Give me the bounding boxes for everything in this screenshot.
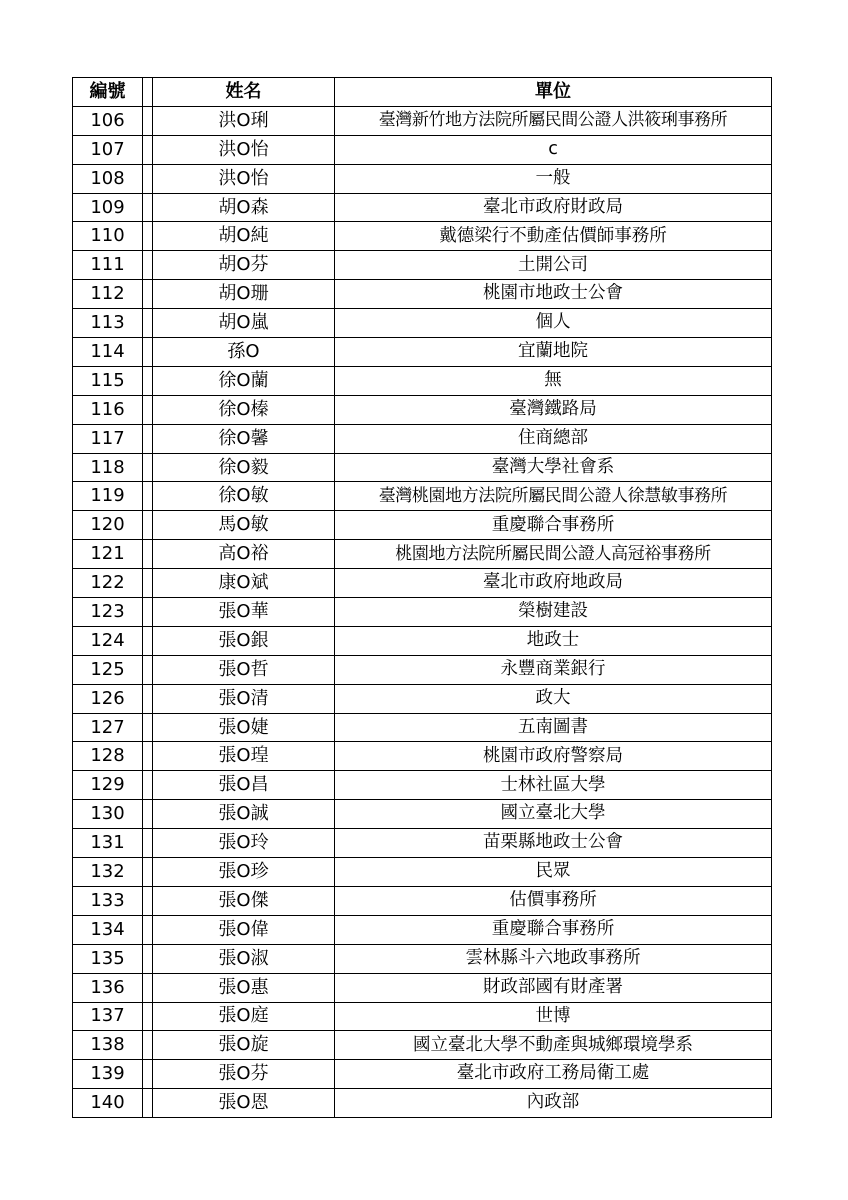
row-unit: 估價事務所 (335, 886, 772, 915)
row-name: 胡O珊 (153, 280, 335, 309)
row-number: 122 (73, 569, 143, 598)
header-number: 編號 (73, 78, 143, 107)
table-row (73, 482, 772, 511)
table-row (73, 800, 772, 829)
row-name: 張O瑝 (153, 742, 335, 771)
row-unit: 重慶聯合事務所 (335, 511, 772, 540)
row-unit: 財政部國有財產署 (335, 973, 772, 1002)
row-name: 張O偉 (153, 915, 335, 944)
row-spacer (143, 886, 153, 915)
row-spacer (143, 1060, 153, 1089)
table-row (73, 569, 772, 598)
row-number: 121 (73, 540, 143, 569)
attendee-table (72, 77, 772, 1118)
row-number: 128 (73, 742, 143, 771)
table-row (73, 309, 772, 338)
row-name: 張O華 (153, 598, 335, 627)
row-name: 張O恩 (153, 1089, 335, 1118)
row-spacer (143, 944, 153, 973)
table-row (73, 424, 772, 453)
row-number: 107 (73, 135, 143, 164)
row-number: 133 (73, 886, 143, 915)
row-number: 120 (73, 511, 143, 540)
table-row (73, 366, 772, 395)
table-row (73, 598, 772, 627)
row-spacer (143, 713, 153, 742)
row-number: 136 (73, 973, 143, 1002)
row-name: 洪O琍 (153, 106, 335, 135)
row-name: 張O淑 (153, 944, 335, 973)
row-number: 116 (73, 395, 143, 424)
row-number: 125 (73, 655, 143, 684)
row-name: 張O銀 (153, 626, 335, 655)
table-row (73, 655, 772, 684)
table-row (73, 511, 772, 540)
row-unit: 五南圖書 (335, 713, 772, 742)
row-unit: 臺灣鐵路局 (335, 395, 772, 424)
row-spacer (143, 366, 153, 395)
row-name: 高O裕 (153, 540, 335, 569)
table-row (73, 1031, 772, 1060)
row-name: 胡O森 (153, 193, 335, 222)
row-name: 張O珍 (153, 858, 335, 887)
row-number: 117 (73, 424, 143, 453)
table-row (73, 222, 772, 251)
row-unit: 榮樹建設 (335, 598, 772, 627)
table-row (73, 742, 772, 771)
row-spacer (143, 858, 153, 887)
row-spacer (143, 453, 153, 482)
row-name: 洪O怡 (153, 135, 335, 164)
row-name: 徐O榛 (153, 395, 335, 424)
row-spacer (143, 598, 153, 627)
row-spacer (143, 395, 153, 424)
row-unit: 士林社區大學 (335, 771, 772, 800)
table-row (73, 626, 772, 655)
table-header (73, 78, 772, 107)
row-unit: 桃園市地政士公會 (335, 280, 772, 309)
row-spacer (143, 829, 153, 858)
row-name: 胡O芬 (153, 251, 335, 280)
table-row (73, 886, 772, 915)
row-spacer (143, 1089, 153, 1118)
row-number: 130 (73, 800, 143, 829)
table-row (73, 1060, 772, 1089)
row-unit: 內政部 (335, 1089, 772, 1118)
row-number: 113 (73, 309, 143, 338)
header-row (73, 78, 772, 107)
row-number: 137 (73, 1002, 143, 1031)
table-row (73, 540, 772, 569)
row-spacer (143, 106, 153, 135)
row-spacer (143, 800, 153, 829)
row-unit: 國立臺北大學不動產與城鄉環境學系 (335, 1031, 772, 1060)
row-number: 134 (73, 915, 143, 944)
row-name: 張O婕 (153, 713, 335, 742)
row-number: 126 (73, 684, 143, 713)
row-unit: 無 (335, 366, 772, 395)
table-row (73, 1089, 772, 1118)
row-unit: 臺北市政府財政局 (335, 193, 772, 222)
table-row (73, 251, 772, 280)
row-name: 張O玲 (153, 829, 335, 858)
header-unit: 單位 (335, 78, 772, 107)
row-unit: 政大 (335, 684, 772, 713)
row-name: 張O旋 (153, 1031, 335, 1060)
row-name: 徐O蘭 (153, 366, 335, 395)
row-unit: 世博 (335, 1002, 772, 1031)
row-spacer (143, 135, 153, 164)
row-unit: 土開公司 (335, 251, 772, 280)
row-number: 135 (73, 944, 143, 973)
header-spacer (143, 78, 153, 107)
row-spacer (143, 164, 153, 193)
row-spacer (143, 222, 153, 251)
table-row (73, 164, 772, 193)
row-spacer (143, 742, 153, 771)
row-unit: 桃園市政府警察局 (335, 742, 772, 771)
table-row (73, 713, 772, 742)
row-spacer (143, 338, 153, 367)
row-unit: 臺北市政府地政局 (335, 569, 772, 598)
row-unit: 永豐商業銀行 (335, 655, 772, 684)
row-spacer (143, 540, 153, 569)
row-unit: 雲林縣斗六地政事務所 (335, 944, 772, 973)
row-number: 127 (73, 713, 143, 742)
row-name: 張O清 (153, 684, 335, 713)
row-spacer (143, 309, 153, 338)
row-name: 徐O敏 (153, 482, 335, 511)
row-name: 張O哲 (153, 655, 335, 684)
row-name: 康O斌 (153, 569, 335, 598)
row-number: 139 (73, 1060, 143, 1089)
table-row (73, 338, 772, 367)
row-name: 胡O純 (153, 222, 335, 251)
row-number: 123 (73, 598, 143, 627)
row-spacer (143, 280, 153, 309)
row-number: 124 (73, 626, 143, 655)
table-row (73, 829, 772, 858)
row-number: 118 (73, 453, 143, 482)
row-number: 129 (73, 771, 143, 800)
row-number: 110 (73, 222, 143, 251)
row-spacer (143, 193, 153, 222)
table-row (73, 771, 772, 800)
table-row (73, 944, 772, 973)
table-row (73, 193, 772, 222)
row-unit: 臺灣新竹地方法院所屬民間公證人洪筱琍事務所 (335, 106, 772, 135)
table-row (73, 1002, 772, 1031)
row-spacer (143, 915, 153, 944)
row-unit: 一般 (335, 164, 772, 193)
row-unit: 臺北市政府工務局衛工處 (335, 1060, 772, 1089)
header-name: 姓名 (153, 78, 335, 107)
row-name: 胡O嵐 (153, 309, 335, 338)
table-row (73, 915, 772, 944)
row-unit: 宜蘭地院 (335, 338, 772, 367)
row-name: 張O誠 (153, 800, 335, 829)
row-name: 徐O馨 (153, 424, 335, 453)
table-row (73, 135, 772, 164)
row-name: 徐O毅 (153, 453, 335, 482)
row-number: 114 (73, 338, 143, 367)
row-number: 119 (73, 482, 143, 511)
row-name: 張O庭 (153, 1002, 335, 1031)
row-spacer (143, 626, 153, 655)
row-unit: 重慶聯合事務所 (335, 915, 772, 944)
table-row (73, 453, 772, 482)
row-number: 106 (73, 106, 143, 135)
table-row (73, 684, 772, 713)
row-spacer (143, 569, 153, 598)
row-name: 張O惠 (153, 973, 335, 1002)
table-row (73, 973, 772, 1002)
row-unit: 臺灣桃園地方法院所屬民間公證人徐慧敏事務所 (335, 482, 772, 511)
row-unit: 地政士 (335, 626, 772, 655)
row-number: 115 (73, 366, 143, 395)
row-unit: 桃園地方法院所屬民間公證人高冠裕事務所 (335, 540, 772, 569)
row-name: 張O昌 (153, 771, 335, 800)
row-number: 112 (73, 280, 143, 309)
row-number: 138 (73, 1031, 143, 1060)
row-spacer (143, 1002, 153, 1031)
row-name: 張O芬 (153, 1060, 335, 1089)
row-spacer (143, 655, 153, 684)
row-name: 張O傑 (153, 886, 335, 915)
row-spacer (143, 973, 153, 1002)
row-spacer (143, 771, 153, 800)
row-name: 馬O敏 (153, 511, 335, 540)
table-row (73, 280, 772, 309)
row-spacer (143, 511, 153, 540)
table-row (73, 858, 772, 887)
row-number: 108 (73, 164, 143, 193)
row-spacer (143, 482, 153, 511)
row-spacer (143, 251, 153, 280)
table-body (73, 106, 772, 1117)
row-unit: 苗栗縣地政士公會 (335, 829, 772, 858)
row-unit: 個人 (335, 309, 772, 338)
row-number: 111 (73, 251, 143, 280)
row-number: 109 (73, 193, 143, 222)
row-spacer (143, 424, 153, 453)
row-name: 洪O怡 (153, 164, 335, 193)
row-name: 孫O (153, 338, 335, 367)
row-unit: 住商總部 (335, 424, 772, 453)
row-spacer (143, 684, 153, 713)
row-number: 140 (73, 1089, 143, 1118)
row-unit: c (335, 135, 772, 164)
row-unit: 戴德梁行不動產估價師事務所 (335, 222, 772, 251)
row-number: 132 (73, 858, 143, 887)
table-row (73, 395, 772, 424)
table-row (73, 106, 772, 135)
row-number: 131 (73, 829, 143, 858)
row-unit: 臺灣大學社會系 (335, 453, 772, 482)
row-unit: 民眾 (335, 858, 772, 887)
row-unit: 國立臺北大學 (335, 800, 772, 829)
row-spacer (143, 1031, 153, 1060)
